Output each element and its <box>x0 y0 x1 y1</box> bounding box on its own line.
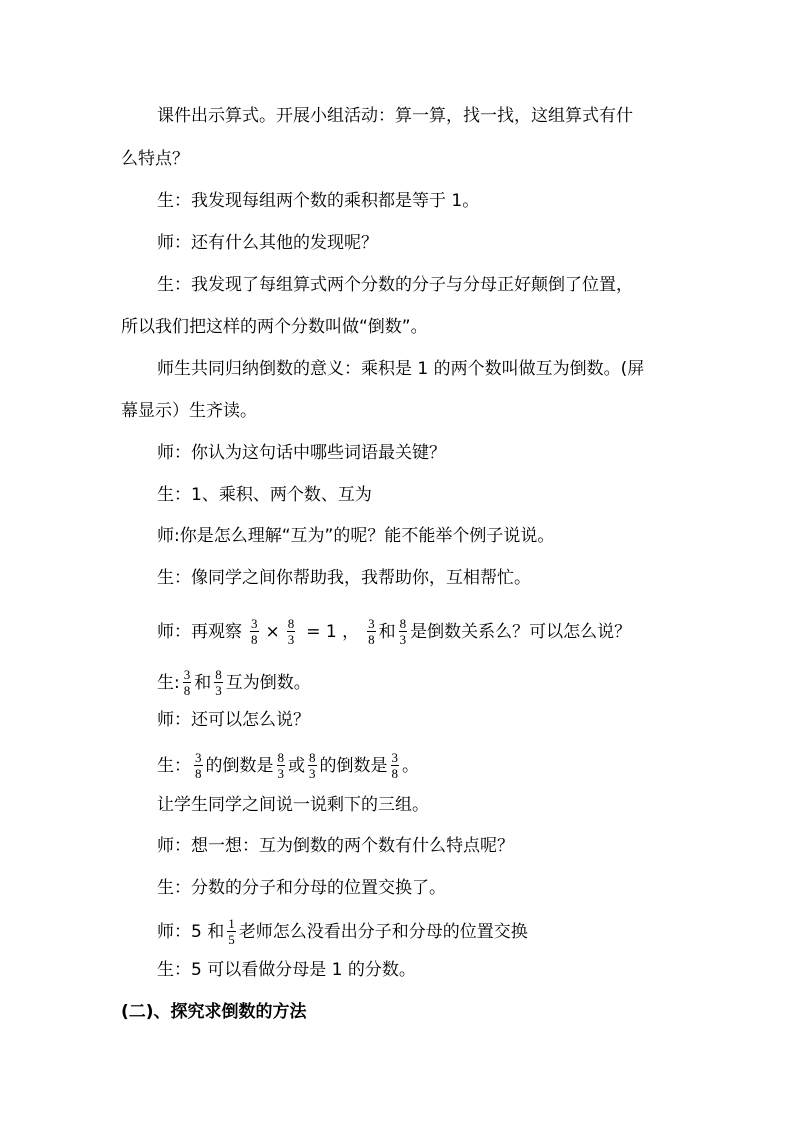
paragraph-definition-line1: 师生共同归纳倒数的意义：乘积是 1 的两个数叫做互为倒数。(屏 <box>157 359 645 379</box>
fraction: $\frac{8}{3}$ <box>215 667 222 698</box>
paragraph-student-swap-line2: 所以我们把这样的两个分数叫做“倒数”。 <box>121 317 428 337</box>
math-line-observe <box>157 617 631 646</box>
math-line-five-prefix: 师：5 和 <box>157 921 225 942</box>
math-line-mutual-suffix: 互为倒数。 <box>225 672 311 693</box>
paragraph-teacher-how-else: 师：还可以怎么说？ <box>157 710 310 730</box>
fraction: $\frac{1}{5}$ <box>228 916 235 947</box>
paragraph-student-five: 生：5 可以看做分母是 1 的分数。 <box>157 960 416 980</box>
fraction: $\frac{8}{3}$ <box>287 616 295 647</box>
math-text: 或 <box>288 755 305 776</box>
math-text: 的倒数是 <box>319 755 388 776</box>
section-heading: (二)、探究求倒数的方法 <box>121 1002 307 1022</box>
paragraph-teacher-understand: 师:你是怎么理解“互为”的呢？能不能举个例子说说。 <box>157 526 555 546</box>
paragraph-student-swapped: 生：分数的分子和分母的位置交换了。 <box>157 878 446 898</box>
paragraph-teacher-think: 师：想一想：互为倒数的两个数有什么特点呢？ <box>157 836 514 856</box>
math-line-reciprocal-prefix: 生： <box>157 755 191 776</box>
fraction: $\frac{3}{8}$ <box>391 750 398 781</box>
math-text: 的倒数是 <box>205 755 274 776</box>
fraction: $\frac{3}{8}$ <box>183 667 191 698</box>
fraction: $\frac{3}{8}$ <box>251 616 258 647</box>
math-line-five-suffix: 老师怎么没看出分子和分母的位置交换 <box>238 921 528 942</box>
paragraph-remaining-groups: 让学生同学之间说一说剩下的三组。 <box>157 795 429 815</box>
and-word: 和 <box>194 672 212 693</box>
math-text: 。 <box>402 755 419 776</box>
times-sign: × <box>265 621 280 642</box>
math-line-observe-suffix: 是倒数关系么？可以怎么说？ <box>410 621 632 642</box>
paragraph-courseware-line2: 么特点？ <box>121 149 189 169</box>
fraction: $\frac{8}{3}$ <box>399 616 407 647</box>
fraction: $\frac{8}{3}$ <box>277 750 284 781</box>
math-line-reciprocal-of <box>157 751 419 780</box>
math-line-observe-prefix: 师：再观察 <box>157 621 242 642</box>
paragraph-teacher-keywords: 师：你认为这句话中哪些词语最关键？ <box>157 443 446 463</box>
paragraph-student-keywords: 生：1、乘积、两个数、互为 <box>157 485 372 505</box>
paragraph-teacher-other: 师：还有什么其他的发现呢？ <box>157 233 378 253</box>
paragraph-courseware-line1: 课件出示算式。开展小组活动：算一算，找一找，这组算式有什 <box>157 106 633 126</box>
math-line-five <box>157 917 528 946</box>
fraction: $\frac{3}{8}$ <box>368 616 375 647</box>
fraction: $\frac{8}{3}$ <box>309 750 316 781</box>
paragraph-student-product: 生：我发现每组两个数的乘积都是等于 1。 <box>157 191 480 211</box>
math-line-mutual <box>157 668 311 697</box>
paragraph-student-help: 生：像同学之间你帮助我，我帮助你，互相帮忙。 <box>157 568 531 588</box>
paragraph-student-swap-line1: 生：我发现了每组算式两个分数的分子与分母正好颠倒了位置， <box>157 275 633 295</box>
equals-one: = 1 ， <box>306 621 360 642</box>
paragraph-definition-line2: 幕显示）生齐读。 <box>121 401 257 421</box>
and-word: 和 <box>378 621 396 642</box>
fraction: $\frac{3}{8}$ <box>195 750 202 781</box>
math-line-mutual-prefix: 生: <box>157 672 180 693</box>
